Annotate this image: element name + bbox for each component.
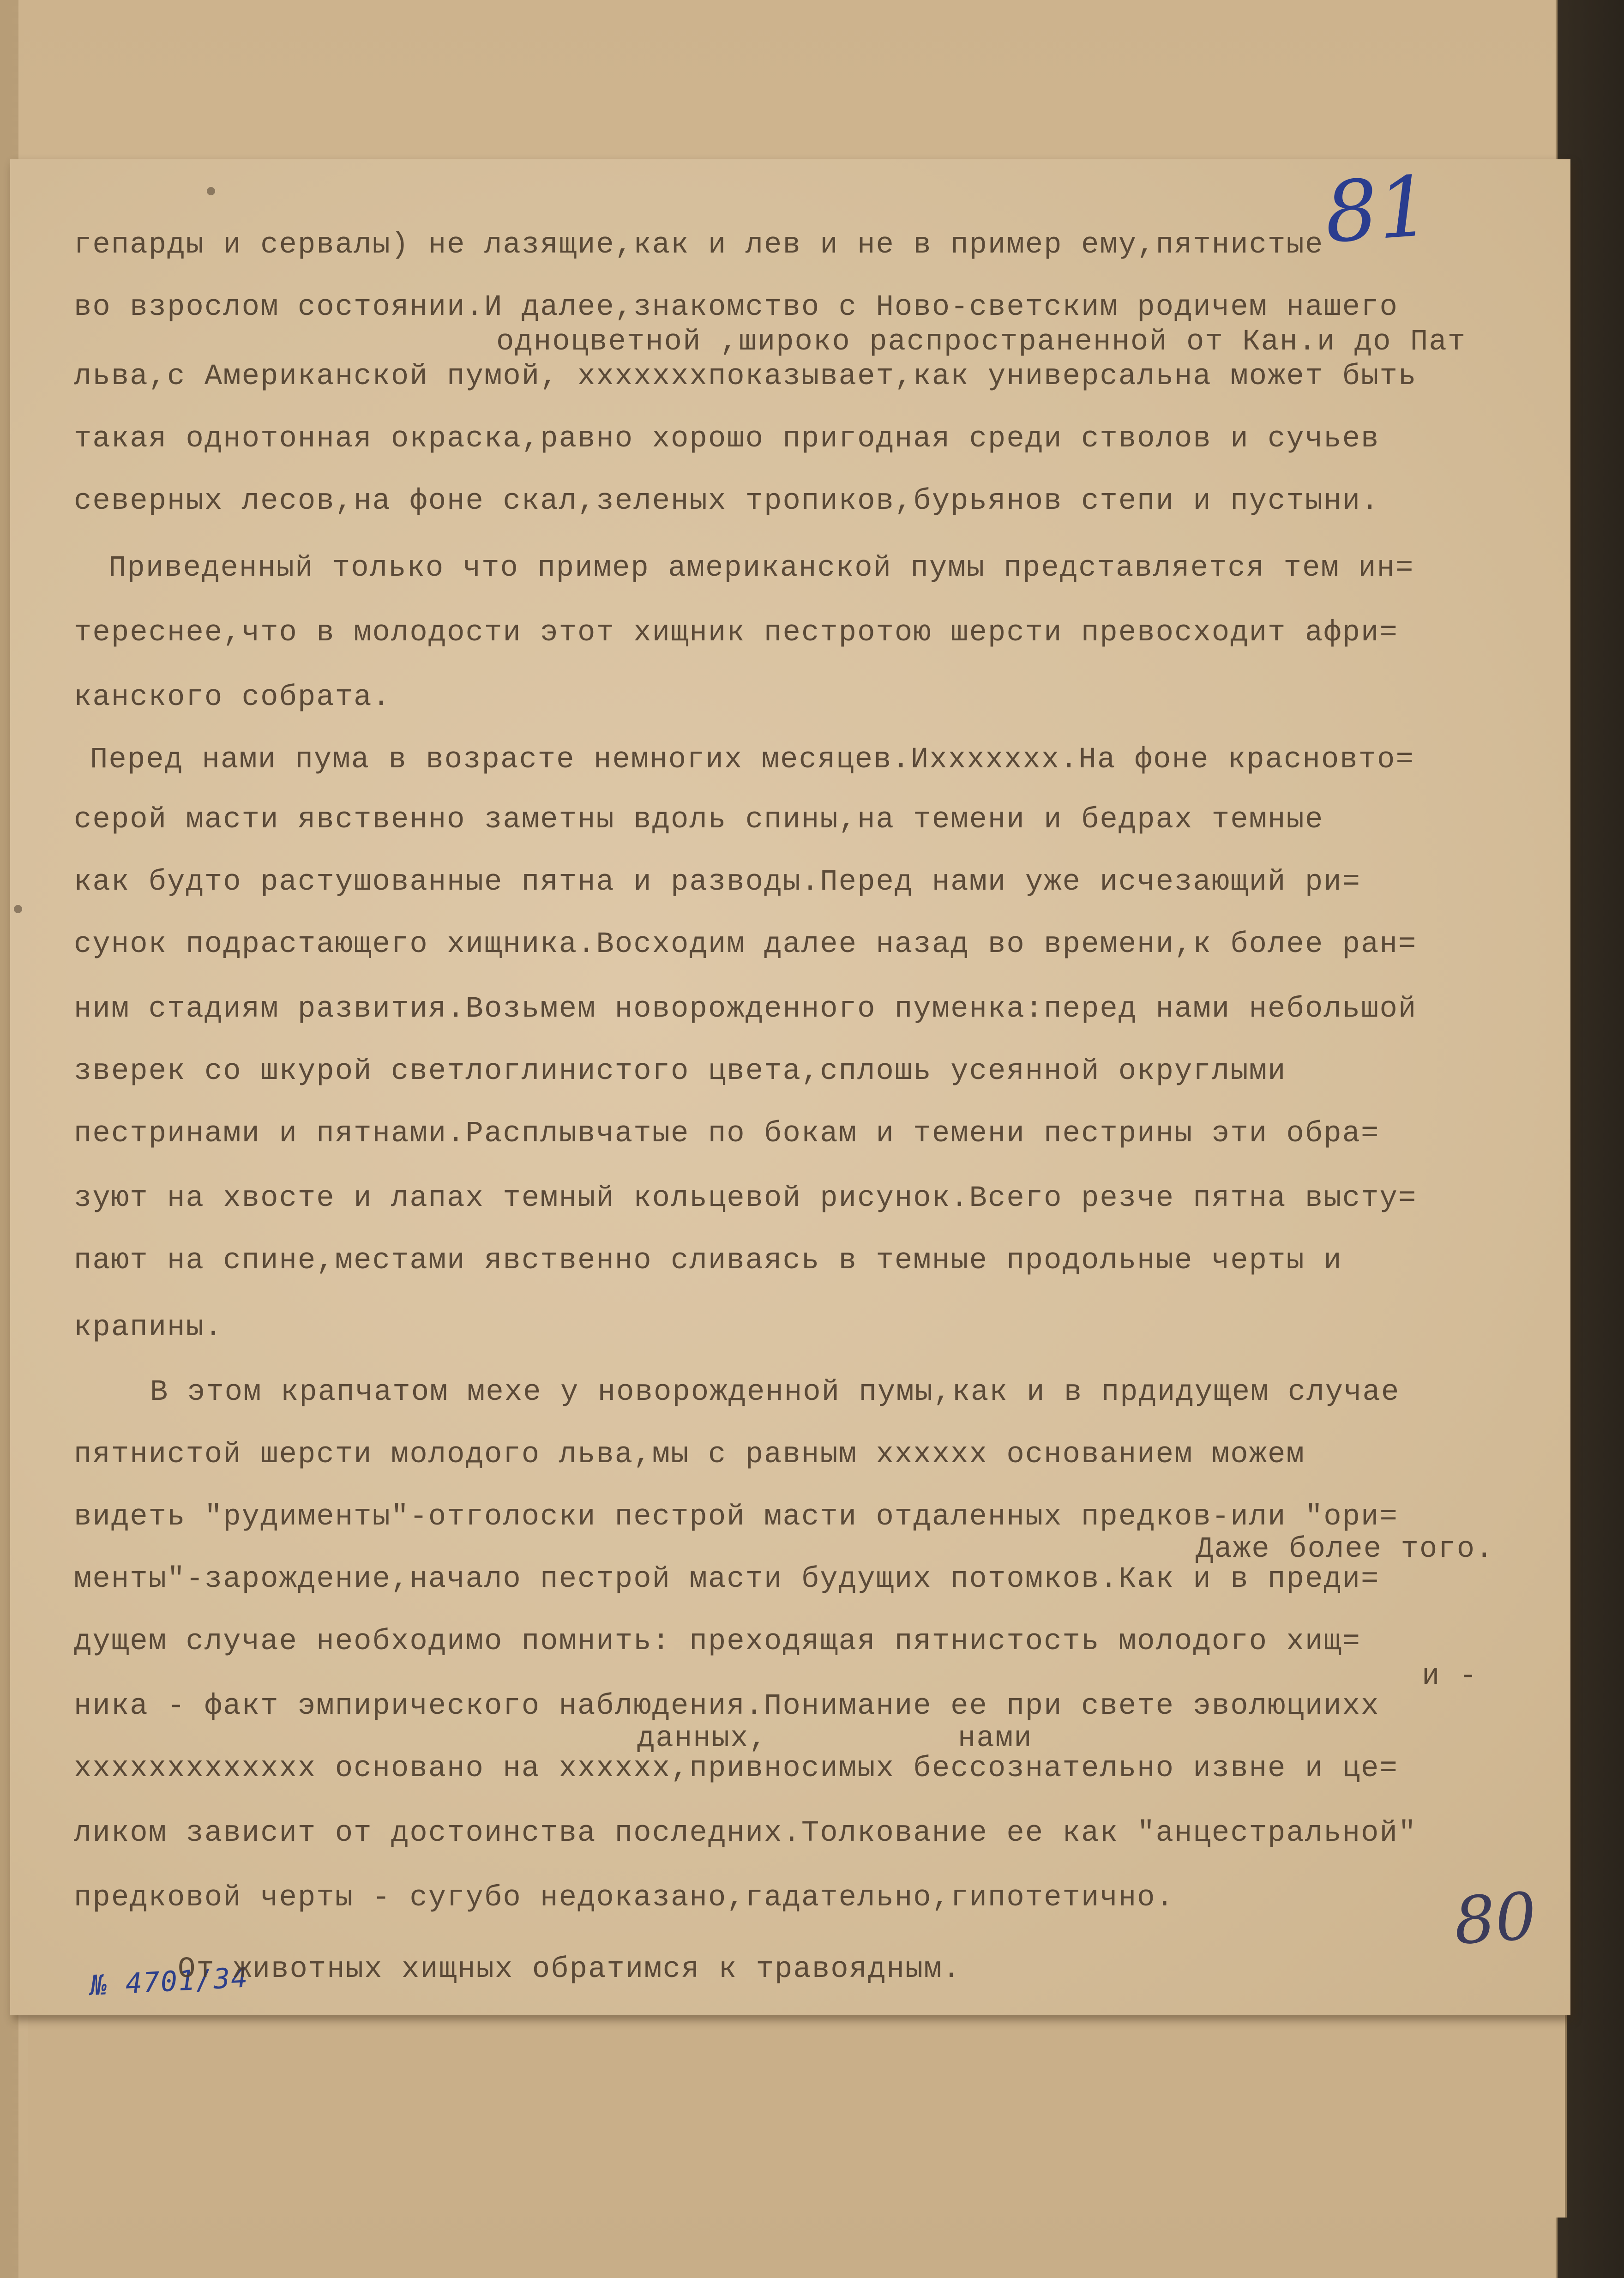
text-line-25: ххххххххххххх основано на хххххх,привносимых бессознательно извне и це= bbox=[74, 1752, 1398, 1785]
text-line-17: пают на спине,местами явственно сливаясь в темные продольные черты и bbox=[74, 1244, 1342, 1278]
archive-stamp: № 4701/34 bbox=[89, 1961, 250, 2002]
text-line-1: гепарды и сервалы) не лазящие,как и лев и не в пример ему,пятнистые bbox=[74, 229, 1324, 262]
text-line-19: В этом крапчатом мехе у новорожденной пумы,как и в прдидущем случае bbox=[150, 1376, 1400, 1409]
text-line-2: во взрослом состоянии.И далее,знакомство с Ново-светским родичем нашего bbox=[74, 291, 1398, 324]
text-line-13: ним стадиям развития.Возьмем новорожденного пуменка:перед нами небольшой bbox=[74, 993, 1417, 1026]
text-insert-2: Даже более того. bbox=[1196, 1533, 1494, 1566]
text-line-5: северных лесов,на фоне скал,зеленых тропиков,бурьянов степи и пустыни. bbox=[74, 485, 1380, 518]
text-line-26: ликом зависит от достоинства последних.Толкование ее как "анцестральной" bbox=[74, 1817, 1417, 1850]
text-line-14: зверек со шкурой светлоглинистого цвета,сплошь усеянной округлыми bbox=[74, 1055, 1287, 1088]
folio-number-bottom: 80 bbox=[1451, 1878, 1539, 1960]
punch-hole bbox=[14, 905, 22, 913]
text-line-8: канского собрата. bbox=[74, 681, 391, 714]
text-line-10: серой масти явственно заметны вдоль спины,на темени и бедрах темные bbox=[74, 803, 1324, 837]
text-insert-3: и - bbox=[1422, 1660, 1478, 1693]
text-line-22: менты"-зарождение,начало пестрой масти будущих потомков.Как и в преди= bbox=[74, 1563, 1380, 1596]
text-line-12: сунок подрастающего хищника.Восходим далее назад во времени,к более ран= bbox=[74, 928, 1417, 961]
text-line-6: Приведенный только что пример американской пумы представляется тем ин= bbox=[108, 552, 1414, 585]
text-line-15: пестринами и пятнами.Расплывчатые по бокам и темени пестрины эти обра= bbox=[74, 1117, 1380, 1151]
text-insert-5: нами bbox=[958, 1722, 1033, 1755]
text-insert-1: одноцветной ,широко распространенной от Кан.и до Пат bbox=[496, 325, 1467, 359]
text-line-20: пятнистой шерсти молодого льва,мы с равным хххххх основанием можем bbox=[74, 1438, 1305, 1471]
text-line-21: видеть "рудименты"-отголоски пестрой масти отдаленных предков-или "ори= bbox=[74, 1501, 1398, 1534]
text-line-16: зуют на хвосте и лапах темный кольцевой рисунок.Всего резче пятна высту= bbox=[74, 1182, 1417, 1215]
text-line-7: тереснее,что в молодости этот хищник пестротою шерсти превосходит афри= bbox=[74, 616, 1398, 650]
text-line-23: дущем случае необходимо помнить: преходящая пятнистость молодого хищ= bbox=[74, 1625, 1361, 1658]
folio-number-top: 81 bbox=[1321, 158, 1434, 262]
punch-hole bbox=[207, 187, 215, 195]
text-line-4: такая однотонная окраска,равно хорошо пригодная среди стволов и сучьев bbox=[74, 422, 1380, 456]
text-line-9: Перед нами пума в возрасте немногих месяцев.Иххххххх.На фоне красновто= bbox=[90, 743, 1414, 777]
text-line-11: как будто растушованные пятна и разводы.Перед нами уже исчезающий ри= bbox=[74, 866, 1361, 899]
text-line-24: ника - факт эмпирического наблюдения.Понимание ее при свете эволюциихх bbox=[74, 1690, 1380, 1723]
text-line-28: От животных хищных обратимся к травоядным. bbox=[178, 1953, 962, 1986]
text-insert-4: данных, bbox=[637, 1722, 768, 1755]
text-line-3: льва,с Американской пумой, хххххххпоказывает,как универсальна может быть bbox=[74, 360, 1417, 393]
text-line-18: крапины. bbox=[74, 1311, 223, 1344]
text-line-27: предковой черты - сугубо недоказано,гадательно,гипотетично. bbox=[74, 1881, 1174, 1915]
